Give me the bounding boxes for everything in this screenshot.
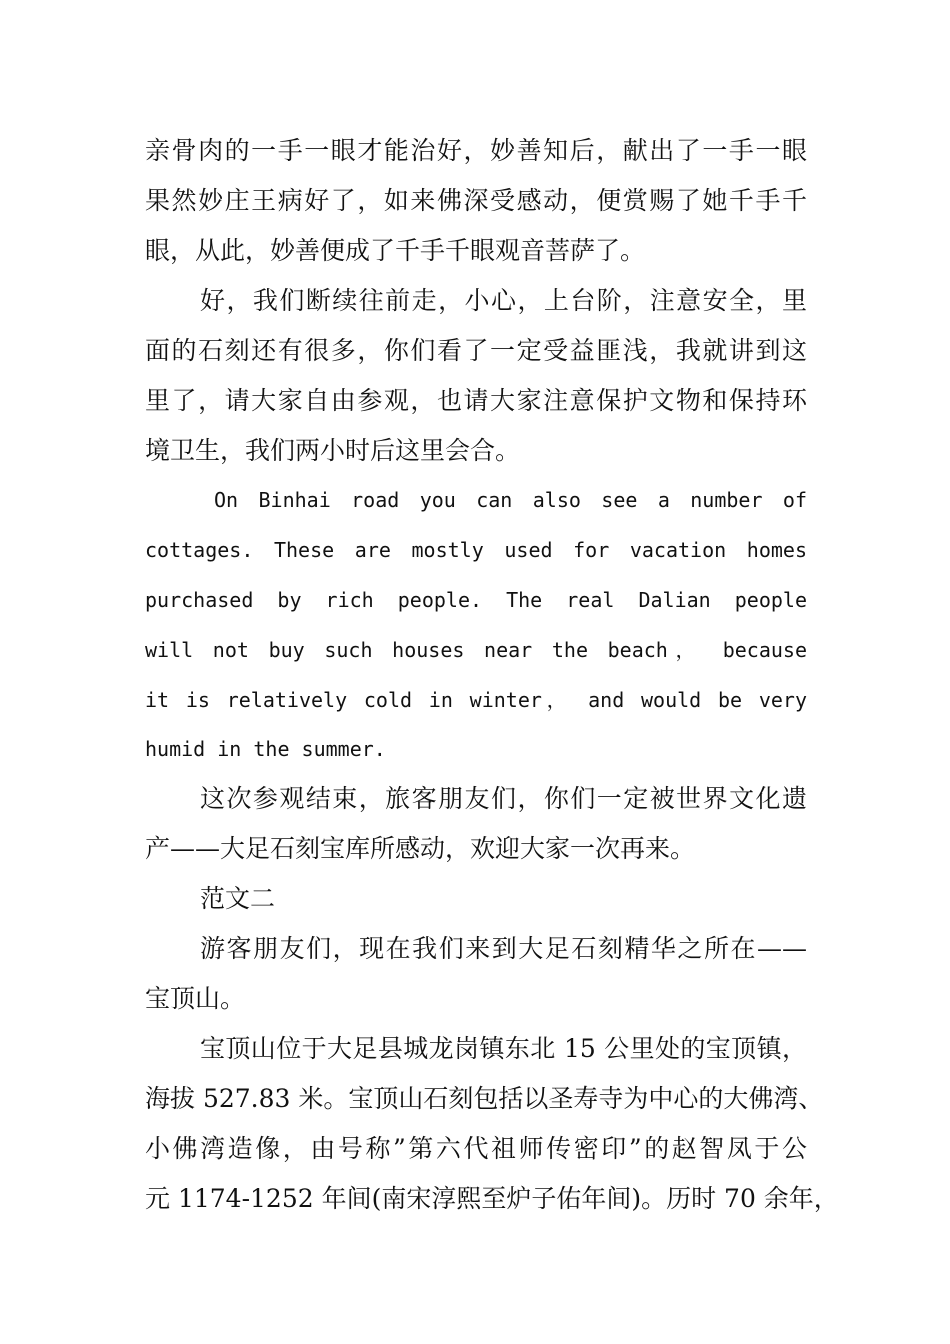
text-line: 面的石刻还有很多，你们看了一定受益匪浅，我就讲到这 bbox=[145, 336, 807, 365]
text-line: 宝顶山位于大足县城龙岗镇东北 15 公里处的宝顶镇， bbox=[200, 1034, 807, 1063]
text-line: 宝顶山。 bbox=[145, 984, 246, 1013]
text-line: 里了，请大家自由参观，也请大家注意保护文物和保持环 bbox=[145, 386, 807, 415]
section-heading: 范文二 bbox=[200, 884, 276, 913]
text-line: 元 1174-1252 年间(南宋淳熙至炉子佑年间)。历时 70 余年， bbox=[145, 1184, 839, 1213]
text-line: 小佛湾造像，由号称”第六代祖师传密印”的赵智凤于公 bbox=[145, 1134, 807, 1163]
text-line: it is relatively cold in winter， and would be very bbox=[145, 688, 807, 712]
text-line: 游客朋友们，现在我们来到大足石刻精华之所在—— bbox=[200, 934, 807, 963]
text-line: On Binhai road you can also see a number of bbox=[214, 488, 807, 512]
text-line: 海拔 527.83 米。宝顶山石刻包括以圣寿寺为中心的大佛湾、 bbox=[145, 1084, 824, 1113]
text-line: 产——大足石刻宝库所感动，欢迎大家一次再来。 bbox=[145, 834, 696, 863]
text-line: 亲骨肉的一手一眼才能治好，妙善知后，献出了一手一眼 bbox=[145, 136, 807, 165]
text-line: 果然妙庄王病好了，如来佛深受感动，便赏赐了她千手千 bbox=[145, 186, 807, 215]
text-line: 眼，从此，妙善便成了千手千眼观音菩萨了。 bbox=[145, 236, 646, 265]
text-line: humid in the summer. bbox=[145, 737, 386, 761]
text-line: purchased by rich people. The real Dalian people bbox=[145, 588, 807, 612]
text-line: 这次参观结束，旅客朋友们，你们一定被世界文化遗 bbox=[200, 784, 807, 813]
text-line: will not buy such houses near the beach， because bbox=[145, 638, 807, 662]
text-line: 好，我们断续往前走，小心，上台阶，注意安全，里 bbox=[200, 286, 807, 315]
text-line: cottages. These are mostly used for vacation homes bbox=[145, 538, 807, 562]
text-line: 境卫生，我们两小时后这里会合。 bbox=[145, 436, 521, 465]
